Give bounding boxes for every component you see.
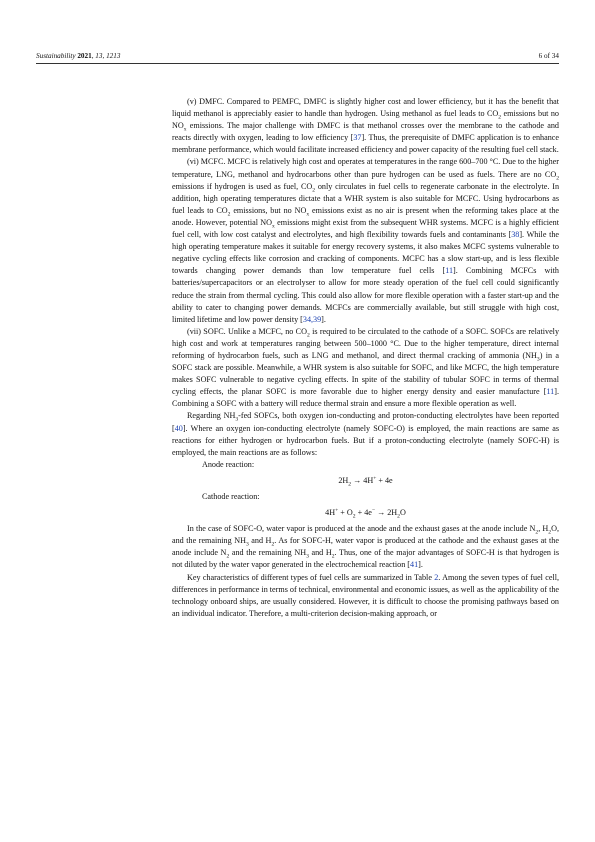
citation-link[interactable]: 41 — [410, 560, 419, 570]
anode-equation: $2H_2 \to 4H^+ + 4e$ — [338, 475, 393, 488]
paragraph-key-characteristics: Key characteristics of different types of fuel cells are summarized in Table 2. Among the seven types of fuel cell, differences in performance in terms of technical, environmental and economic issues, as well as the applicability of the technology onboard ships, are usually considered. However, it is difficult to choose the promising pathways based on an individual indicator. Therefore, a multi-criterion decision-making approach, or — [172, 572, 559, 618]
paragraph-nh3-sofc: Regarding $NH_3$-fed SOFCs, both oxygen ion-conducting and proton-conducting electrolytes have been reported [40]. Where an oxygen ion-conducting electrolyte (namely SOFC-O) is employed, the main reactions are same as reactions for either hydrogen or hydrocarbon fuels. But if a proton-conducting electrolyte (namely SOFC-H) is employed, the main reactions are as follows: — [172, 411, 559, 457]
article-body — [172, 96, 559, 620]
page-number: 6 of 34 — [538, 52, 559, 60]
table-link[interactable]: 2 — [434, 572, 439, 582]
citation-link[interactable]: 11 — [546, 387, 555, 397]
paragraph-dmfc: (v) DMFC. Compared to PEMFC, DMFC is slightly higher cost and lower efficiency, but it has the benefit that liquid methanol is appreciably easier to handle than hydrogen. Using methanol as fuel leads to $CO_2$ emissions but no $NO_x$ emissions. The major challenge with DMFC is that methanol crosses over the membrane to the cathode and reacts directly with oxygen, leading to low efficiency [37]. Thus, the prerequisite of DMFC application is to enhance membrane performance, which would facilitate increased efficiency and power capacity of the resulting fuel cell stack. — [172, 97, 559, 155]
paragraph-mcfc: (vi) MCFC. MCFC is relatively high cost and operates at temperatures in the range 600–700 °C. Due to the higher temperature, LNG, methanol and hydrocarbons other than pure hydrogen can be used as fuels. There are no $CO_2$ emissions if hydrogen is used as fuel, $CO_2$ only circulates in fuel cells to regenerate carbonate in the electrolyte. In addition, high operating temperatures dictate that a WHR system is also suitable for MCFC. Using hydrocarbons as fuel leads to $CO_2$ emissions, but no $NO_x$ emissions exist as no air is present when the reforming takes place at the anode. However, potential $NO_x$ emissions might exist from the subsequent WHR systems. MCFC is a highly efficient fuel cell, with low cost catalyst and electrolytes, and high flexibility towards fuels and contaminants [38]. While the high operating temperature makes it suitable for energy recovery systems, it also makes MCFC systems vulnerable to negative cycling effects like corrosion and cracking of components. MCFC has a slow start-up, and is less flexible towards changing power demands than low temperature fuel cells [11]. Combining MCFCs with batteries/supercapacitors or an electrolyser to allow for more steady operation of the fuel cell could significantly reduce the strain from thermal cycling. This could also allow for more flexible operation with a faster start-up and the ability to cater to changing power demands. MCFCs are commercially available, but still struggle with high cost, limited lifetime and low power density [34,39]. — [172, 157, 560, 324]
paragraph-sofc-o-h: In the case of SOFC-O, water vapor is produced at the anode and the exhaust gases at the anode include $N_2$, $H_2O$, and the remaining $NH_3$ and $H_2$. As for SOFC-H, water vapor is produced at the cathode and the exhaust gases at the anode include $N_2$ and the remaining $NH_3$ and $H_2$. Thus, one of the major advantages of SOFC-H is that hydrogen is not diluted by the water vapor generated in the electrochemical reaction [41]. — [172, 524, 559, 570]
citation-link[interactable]: 37 — [353, 133, 362, 143]
citation-link[interactable]: 11 — [445, 266, 454, 276]
header-rule — [36, 63, 559, 64]
citation-link[interactable]: 38 — [511, 230, 520, 240]
citation-link[interactable]: 34,39 — [302, 314, 322, 324]
cathode-reaction-label: Cathode reaction: — [202, 492, 260, 501]
cathode-equation: $4H^+ + O_2 + 4e^- \to 2H_2O$ — [325, 507, 406, 520]
anode-reaction-label: Anode reaction: — [202, 459, 255, 469]
citation-link[interactable]: 40 — [174, 423, 183, 433]
paragraph-sofc: (vii) SOFC. Unlike a MCFC, no $CO_2$ is required to be circulated to the cathode of a SOFC. SOFCs are relatively high cost and work at temperatures ranging between 500–1000 °C. Due to the higher temperature, direct internal reforming of hydrocarbon fuels, such as LNG and methanol, and direct thermal cracking of ammonia $(NH_3)$ in a SOFC stack are possible. Meanwhile, a WHR system is also suitable for SOFC, and like MCFC, the high temperature makes SOFC vulnerable to negative cycling effects. In spite of the stability of tubular SOFC in terms of thermal cycling effects, the planar SOFC is more favorable due to higher energy density and easier manufacture [11]. Combining a SOFC with a battery will reduce thermal strain and ensure a more flexible operation as well. — [172, 326, 560, 409]
journal-citation: Sustainability 2021, 13, 1213 — [36, 52, 121, 60]
